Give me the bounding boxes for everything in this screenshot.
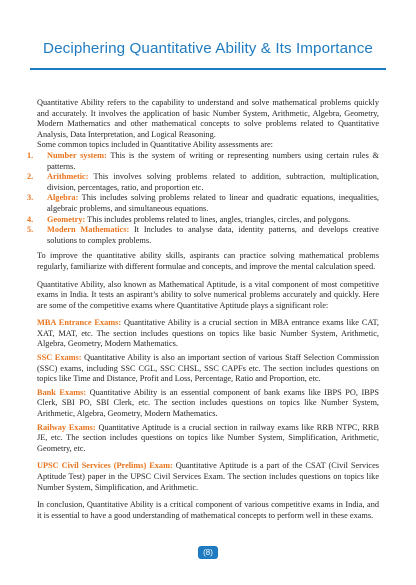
exam-railway — [37, 423, 379, 455]
exam-term: Railway Exams: — [37, 422, 96, 432]
exam-upsc — [37, 461, 379, 493]
topics-intro: Some common topics included in Quantitative Ability assessments are: — [37, 140, 273, 150]
topic-item-modern-mathematics — [27, 225, 379, 246]
topics-list — [27, 150, 379, 246]
topic-text: It Includes to analyse data, identity patterns, and develops creative solutions to complex problems. — [47, 225, 379, 245]
exam-mba — [37, 318, 379, 350]
topic-text: This involves solving problems related to addition, subtraction, multiplication, division, percentages, ratio, and proportion etc. — [47, 172, 379, 192]
topic-item-algebra — [27, 193, 379, 214]
exam-text: Quantitative Ability is an essential component of bank exams like IBPS PO, IBPS Clerk, SBI PO, SBI Clerk, etc. The section includes questions on topics like Number System, Arithmetic, Algebra, Geometry, Modern Mathematics. — [37, 387, 379, 419]
topic-number: 5. — [27, 225, 34, 235]
topic-text: This is the system of writing or representing numbers using certain rules & patterns. — [47, 150, 379, 171]
exam-text: Quantitative Aptitude is a crucial section in railway exams like RRB NTPC, RRB JE, etc. The section includes questions on topics like Number System, Simplification, Arithmetic, Geometry, etc. — [37, 422, 379, 453]
topic-item-geometry — [27, 214, 379, 226]
exam-text: Quantitative Ability is also an important section of various Staff Selection Commission (SSC) exams, including SSC CGL, SSC CHSL, SSC CAPFs etc. The section includes questions on topics like Time and Distance, Profit and Loss, Percentage, Ratio and Proportion, etc. — [37, 353, 380, 384]
exam-term: UPSC Civil Services (Prelims) Exam: — [37, 461, 173, 471]
topic-term: Modern Mathematics: — [47, 225, 130, 235]
page-title: Deciphering Quantitative Ability & Its Importance — [43, 40, 373, 57]
exam-ssc — [37, 353, 379, 385]
topic-number: 3. — [27, 193, 34, 203]
topic-term: Arithmetic: — [47, 172, 89, 182]
exam-text: Quantitative Ability is a crucial section in MBA entrance exams like CAT, XAT, MAT, etc. The section includes questions on topics like basic Number System, Arithmetic, Algebra, Geometry, Modern Mathematics. — [37, 318, 379, 349]
conclusion-paragraph: In conclusion, Quantitative Ability is a critical component of various competitive exams in India, and it is essential to have a good understanding of mathematical concepts to perform well in these exams. — [37, 500, 379, 520]
topic-number: 2. — [27, 172, 34, 182]
title-divider — [30, 68, 386, 70]
topic-term: Number system: — [47, 150, 107, 160]
exam-text: Quantitative Aptitude is a part of the CSAT (Civil Services Aptitude Test) paper in the UPSC Civil Services Exam. The section includes questions on topics like Number System, Simplification, and Arithmetic. — [37, 461, 379, 492]
exam-term: SSC Exams: — [37, 353, 82, 363]
topic-term: Algebra: — [47, 193, 79, 203]
improve-paragraph: To improve the quantitative ability skills, aspirants can practice solving mathematical problems regularly, familiarize with different formulae and concepts, and improve the mental calculation speed. — [37, 251, 379, 271]
article-body — [27, 98, 380, 526]
topic-text: This includes solving problems related to linear and quadratic equations, inequalities, algebraic problems, and simultaneous equations. — [47, 193, 379, 213]
topic-text: This includes problems related to lines, angles, triangles, circles, and polygons. — [85, 214, 351, 224]
aptitude-paragraph: Quantitative Ability, also known as Mathematical Aptitude, is a vital component of most competitive exams in India. It tests an aspirant’s ability to solve numerical problems accurately and quickly. Here are some of the competitive exams where Quantitative Aptitude plays a significant role: — [37, 279, 379, 310]
exam-term: Bank Exams: — [37, 387, 87, 397]
topic-item-number-system — [27, 150, 379, 172]
topic-number: 4. — [27, 214, 34, 224]
exam-bank — [37, 388, 379, 420]
page-number-badge: (8) — [198, 546, 218, 559]
topic-term: Geometry: — [47, 214, 86, 224]
intro-paragraph: Quantitative Ability refers to the capability to understand and solve mathematical problems quickly and accurately. It involves the application of basic Number System, Arithmetic, Algebra, Geometry, Modern Mathematics and other mathematical concepts to solve problems related to Quantitative Analysis, Data Interpretation, and Logical Reasoning. — [37, 98, 379, 139]
topic-number: 1. — [27, 150, 34, 160]
topic-item-arithmetic — [27, 172, 379, 193]
exam-term: MBA Entrance Exams: — [37, 318, 122, 328]
